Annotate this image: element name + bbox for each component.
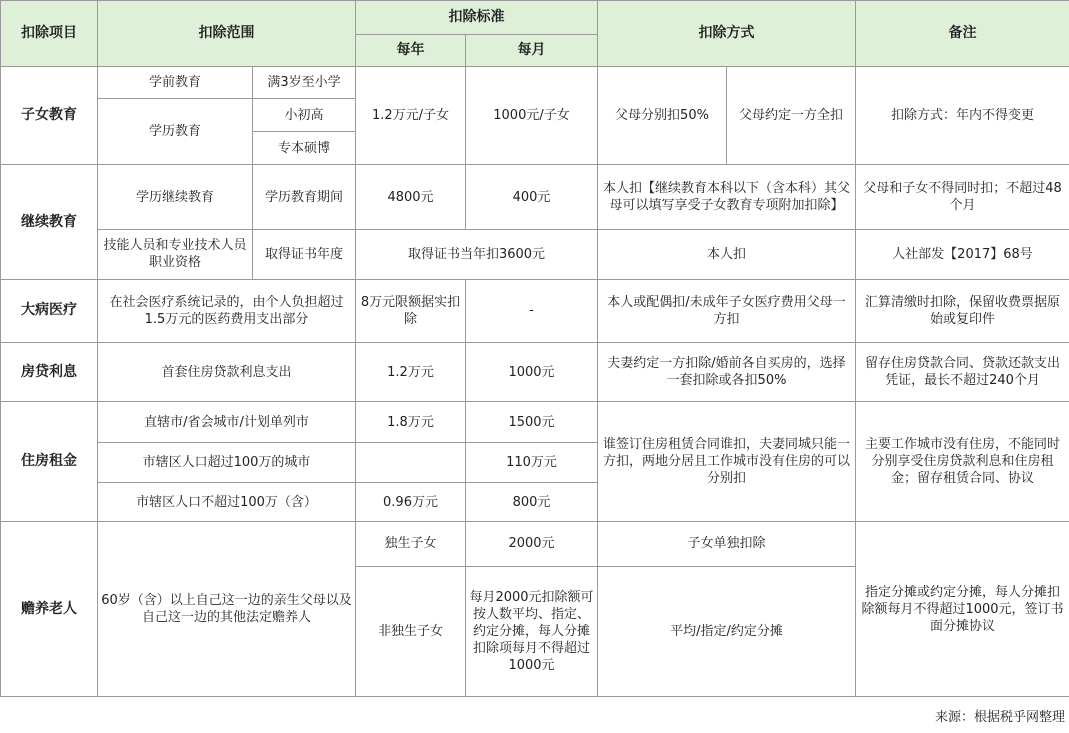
category-elderly-support: 赡养老人 <box>1 522 98 697</box>
rent-tier1-year: 1.8万元 <box>356 402 466 443</box>
children-primary-middle-high: 小初高 <box>253 99 356 132</box>
elderly-only-child-method: 子女单独扣除 <box>598 522 856 566</box>
elderly-only-child-month: 2000元 <box>466 522 598 566</box>
continuing-method-self: 本人扣 <box>598 229 856 279</box>
category-children-education: 子女教育 <box>1 67 98 165</box>
continuing-cert-year: 取得证书年度 <box>253 229 356 279</box>
category-continuing-education: 继续教育 <box>1 165 98 279</box>
rent-tier3-month: 800元 <box>466 483 598 522</box>
children-per-month: 1000元/子女 <box>466 67 598 165</box>
continuing-academic: 学历继续教育 <box>98 165 253 229</box>
continuing-per-month: 400元 <box>466 165 598 229</box>
header-remark: 备注 <box>856 1 1069 67</box>
elderly-non-only-child-month: 每月2000元扣除额可按人数平均、指定、约定分摊，每人分摊扣除项每月不得超过1000元 <box>466 566 598 696</box>
header-standard: 扣除标准 <box>356 1 598 35</box>
rent-method: 谁签订住房租赁合同谁扣，夫妻同城只能一方扣，两地分居且工作城市没有住房的可以分别扣 <box>598 402 856 522</box>
mortgage-per-year: 1.2万元 <box>356 342 466 401</box>
children-method-split: 父母分别扣50% <box>598 67 727 165</box>
header-method: 扣除方式 <box>598 1 856 67</box>
rent-tier2-year <box>356 443 466 483</box>
header-scope: 扣除范围 <box>98 1 356 67</box>
category-mortgage: 房贷利息 <box>1 342 98 401</box>
mortgage-method: 夫妻约定一方扣除/婚前各自买房的，选择一套扣除或各扣50% <box>598 342 856 401</box>
mortgage-per-month: 1000元 <box>466 342 598 401</box>
children-academic: 学历教育 <box>98 99 253 165</box>
illness-method: 本人或配偶扣/未成年子女医疗费用父母一方扣 <box>598 279 856 342</box>
continuing-remark: 父母和子女不得同时扣；不超过48个月 <box>856 165 1069 229</box>
category-housing-rent: 住房租金 <box>1 402 98 522</box>
continuing-method: 本人扣【继续教育本科以下（含本科）其父母可以填写享受子女教育专项附加扣除】 <box>598 165 856 229</box>
children-method-one: 父母约定一方全扣 <box>727 67 856 165</box>
continuing-per-year: 4800元 <box>356 165 466 229</box>
children-preschool: 学前教育 <box>98 67 253 99</box>
children-college: 专本硕博 <box>253 132 356 165</box>
elderly-non-only-child-method: 平均/指定/约定分摊 <box>598 566 856 696</box>
header-per-year: 每年 <box>356 35 466 67</box>
mortgage-scope: 首套住房贷款利息支出 <box>98 342 356 401</box>
children-per-year: 1.2万元/子女 <box>356 67 466 165</box>
header-per-month: 每月 <box>466 35 598 67</box>
mortgage-remark: 留存住房贷款合同、贷款还款支出凭证，最长不超过240个月 <box>856 342 1069 401</box>
illness-per-year: 8万元限额据实扣除 <box>356 279 466 342</box>
rent-tier3-year: 0.96万元 <box>356 483 466 522</box>
children-remark: 扣除方式：年内不得变更 <box>856 67 1069 165</box>
category-serious-illness: 大病医疗 <box>1 279 98 342</box>
rent-tier1-scope: 直辖市/省会城市/计划单列市 <box>98 402 356 443</box>
elderly-remark: 指定分摊或约定分摊，每人分摊扣除额每月不得超过1000元，签订书面分摊协议 <box>856 522 1069 697</box>
elderly-scope: 60岁（含）以上自己这一边的亲生父母以及自己这一边的其他法定赡养人 <box>98 522 356 697</box>
elderly-non-only-child: 非独生子女 <box>356 566 466 696</box>
continuing-cert-amount: 取得证书当年扣3600元 <box>356 229 598 279</box>
header-item: 扣除项目 <box>1 1 98 67</box>
children-preschool-range: 满3岁至小学 <box>253 67 356 99</box>
illness-remark: 汇算清缴时扣除，保留收费票据原始或复印件 <box>856 279 1069 342</box>
rent-tier2-scope: 市辖区人口超过100万的城市 <box>98 443 356 483</box>
continuing-remark-doc: 人社部发【2017】68号 <box>856 229 1069 279</box>
rent-remark: 主要工作城市没有住房，不能同时分别享受住房贷款利息和住房租金；留存租赁合同、协议 <box>856 402 1069 522</box>
illness-scope: 在社会医疗系统记录的，由个人负担超过1.5万元的医药费用支出部分 <box>98 279 356 342</box>
source-note: 来源：根据税乎网整理 <box>934 710 1065 725</box>
rent-tier2-month: 110万元 <box>466 443 598 483</box>
elderly-only-child: 独生子女 <box>356 522 466 566</box>
continuing-academic-period: 学历教育期间 <box>253 165 356 229</box>
rent-tier1-month: 1500元 <box>466 402 598 443</box>
rent-tier3-scope: 市辖区人口不超过100万（含） <box>98 483 356 522</box>
continuing-skill-qualification: 技能人员和专业技术人员职业资格 <box>98 229 253 279</box>
illness-per-month: - <box>466 279 598 342</box>
